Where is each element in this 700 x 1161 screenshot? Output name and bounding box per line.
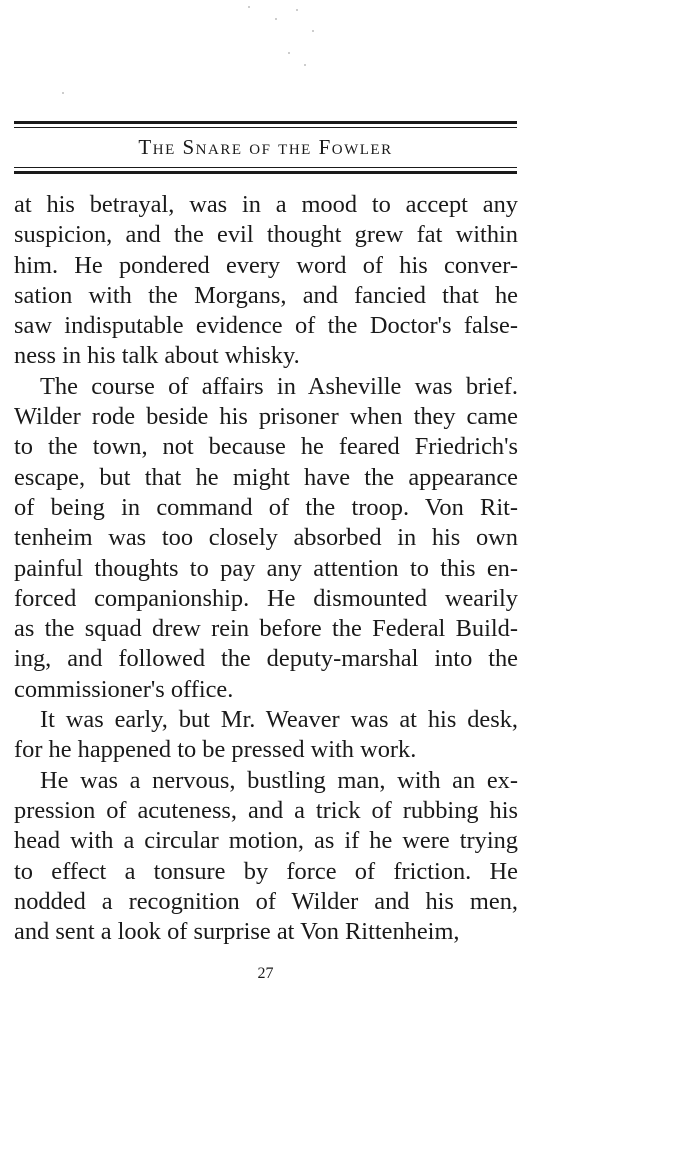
paper-speck	[312, 30, 314, 32]
text-line: The course of affairs in Asheville was brief.	[40, 372, 518, 400]
paragraph	[14, 372, 518, 705]
text-line: He was a nervous, bustling man, with an ex-	[40, 766, 518, 794]
text-line: It was early, but Mr. Weaver was at his desk,	[40, 706, 518, 734]
text-line: saw indisputable evidence of the Doctor's false-	[14, 312, 518, 340]
paper-speck	[248, 6, 250, 8]
text-line: and sent a look of surprise at Von Rittenheim,	[14, 918, 460, 946]
body-text	[14, 190, 518, 947]
text-line: nodded a recognition of Wilder and his men,	[14, 887, 518, 915]
paragraph	[14, 766, 518, 948]
paper-speck	[62, 92, 64, 94]
paper-speck	[296, 9, 298, 11]
text-line: forced companionship. He dismounted wearily	[14, 584, 518, 612]
running-head: The Snare of the Fowler	[138, 135, 393, 159]
text-line: escape, but that he might have the appearance	[14, 463, 518, 491]
text-line: to the town, not because he feared Friedrich's	[14, 433, 518, 461]
text-line: commissioner's office.	[14, 675, 234, 703]
text-line: ing, and followed the deputy-marshal into the	[14, 645, 518, 673]
header-rule-top-thin	[14, 127, 517, 128]
text-line: for he happened to be pressed with work.	[14, 736, 417, 764]
page-number: 27	[257, 965, 274, 982]
text-line: tenheim was too closely absorbed in his own	[14, 524, 518, 552]
text-line: of being in command of the troop. Von Rit-	[14, 493, 518, 521]
paper-speck	[275, 18, 277, 20]
text-line: Wilder rode beside his prisoner when they came	[14, 403, 518, 431]
header-rule-bottom-thin	[14, 167, 517, 168]
paragraph	[14, 705, 518, 766]
text-line: him. He pondered every word of his conver-	[14, 251, 518, 279]
header-rule-top-thick	[14, 121, 517, 124]
text-line: ness in his talk about whisky.	[14, 342, 300, 370]
paragraph	[14, 190, 518, 372]
text-line: sation with the Morgans, and fancied that he	[14, 281, 518, 309]
text-line: to effect a tonsure by force of friction. He	[14, 857, 518, 885]
paper-speck	[288, 52, 290, 54]
text-line: suspicion, and the evil thought grew fat within	[14, 221, 518, 249]
header-rule-bottom-thick	[14, 171, 517, 174]
text-line: at his betrayal, was in a mood to accept any	[14, 191, 518, 218]
paper-speck	[304, 64, 306, 66]
text-line: head with a circular motion, as if he were trying	[14, 827, 518, 855]
text-line: pression of acuteness, and a trick of rubbing his	[14, 796, 518, 824]
text-line: as the squad drew rein before the Federal Build-	[14, 615, 518, 643]
text-line: painful thoughts to pay any attention to this en-	[14, 554, 518, 582]
